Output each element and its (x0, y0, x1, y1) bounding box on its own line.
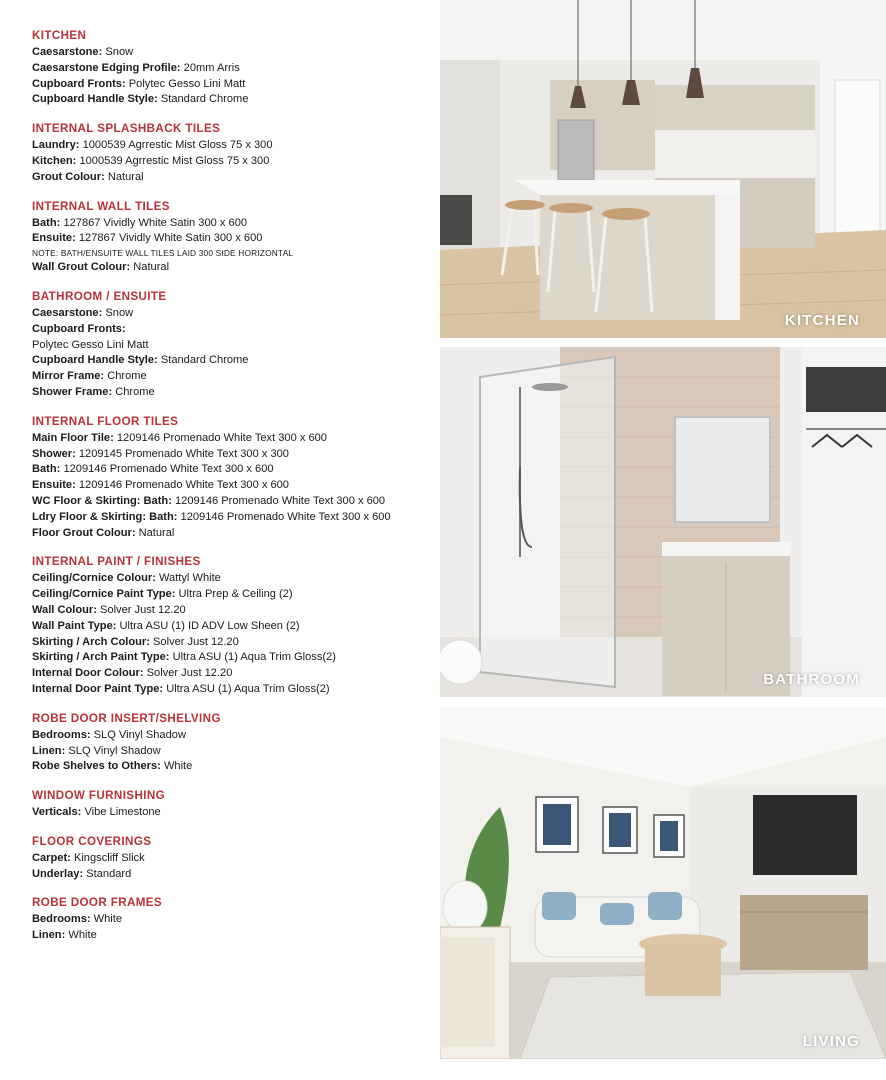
spec-value: Vibe Limestone (84, 806, 161, 819)
spec-label: Caesarstone: (32, 46, 103, 58)
section-heading: INTERNAL SPLASHBACK TILES (32, 122, 221, 136)
spec-value: Ultra ASU (1) Aqua Trim Gloss(2) (172, 651, 336, 664)
spec-label: Ldry Floor & Skirting: Bath: (32, 510, 178, 523)
spec-value: Standard Chrome (160, 93, 249, 106)
spec-row (32, 322, 432, 338)
living-illustration (440, 707, 886, 1059)
spec-value: 127867 Vividly White Satin 300 x 600 (63, 216, 248, 229)
spec-row (32, 92, 432, 108)
spec-value: 1209146 Promenado White Text 300 x 600 (78, 479, 289, 492)
spec-value: White (68, 929, 97, 942)
spec-row (32, 744, 432, 760)
spec-value: White (163, 760, 193, 773)
spec-value: 1000539 Agrrestic Mist Gloss 75 x 300 (79, 154, 270, 167)
spec-label: Ceiling/Cornice Paint Type: (32, 588, 176, 601)
section-heading: INTERNAL WALL TILES (32, 199, 170, 213)
spec-label: Skirting / Arch Colour: (32, 635, 150, 648)
spec-section (32, 121, 432, 185)
spec-row (32, 462, 432, 478)
spec-value: Natural (107, 170, 144, 183)
spec-label: Robe Shelves to Others: (32, 760, 161, 773)
spec-section (32, 554, 432, 697)
spec-row (32, 928, 432, 944)
spec-label: Verticals: (32, 806, 82, 819)
spec-value: Ultra ASU (1) Aqua Trim Gloss(2) (166, 682, 330, 695)
spec-value: Ultra Prep & Ceiling (2) (178, 588, 293, 601)
spec-label: Cupboard Fronts: (32, 77, 126, 90)
spec-label: Internal Door Paint Type: (32, 682, 164, 695)
spec-value: 20mm Arris (183, 61, 240, 74)
spec-label: Laundry: (32, 139, 80, 152)
spec-section (32, 788, 432, 821)
spec-row (32, 912, 432, 928)
spec-value: 1000539 Agrrestic Mist Gloss 75 x 300 (82, 139, 273, 152)
spec-row (32, 851, 432, 867)
spec-label: Skirting / Arch Paint Type: (32, 651, 170, 664)
bathroom-illustration (440, 347, 886, 697)
spec-section (32, 711, 432, 775)
spec-label: Ensuite: (32, 232, 76, 245)
spec-row (32, 603, 432, 619)
spec-row (32, 61, 432, 77)
spec-row (32, 526, 432, 542)
section-heading: FLOOR COVERINGS (32, 834, 152, 848)
spec-label: Internal Door Colour: (32, 667, 144, 680)
spec-section (32, 414, 432, 542)
spec-label: Main Floor Tile: (32, 431, 114, 444)
living-caption: LIVING (802, 1033, 860, 1050)
spec-value: Standard Chrome (160, 354, 249, 367)
spec-row (32, 682, 432, 698)
spec-value: Natural (138, 526, 175, 539)
spec-row (32, 666, 432, 682)
spec-row (32, 369, 432, 385)
spec-row (32, 216, 432, 232)
spec-value: Solver Just 12.20 (153, 635, 239, 648)
spec-label: Caesarstone: (32, 306, 103, 319)
spec-value: Kingscliff Slick (73, 851, 145, 864)
spec-label: Ceiling/Cornice Colour: (32, 572, 156, 585)
spec-label: Bedrooms: (32, 913, 91, 926)
spec-label: Cupboard Handle Style: (32, 93, 158, 106)
spec-value: SLQ Vinyl Shadow (93, 728, 186, 741)
section-heading: INTERNAL FLOOR TILES (32, 414, 179, 428)
spec-row (32, 571, 432, 587)
kitchen-caption: KITCHEN (784, 312, 860, 329)
spec-label: Wall Paint Type: (32, 619, 117, 632)
spec-row (32, 231, 432, 247)
section-heading: KITCHEN (32, 29, 87, 42)
section-heading: WINDOW FURNISHING (32, 789, 166, 803)
spec-row (32, 587, 432, 603)
spec-row (32, 650, 432, 666)
spec-row (32, 478, 432, 494)
spec-value: Polytec Gesso Lini Matt (128, 77, 246, 90)
spec-value: 1209146 Promenado White Text 300 x 600 (180, 510, 391, 523)
living-photo (440, 707, 886, 1059)
spec-label: WC Floor & Skirting: Bath: (32, 494, 172, 507)
spec-label: Kitchen: (32, 154, 77, 167)
section-heading: BATHROOM / ENSUITE (32, 289, 167, 303)
spec-value: Standard (86, 867, 132, 880)
spec-row (32, 867, 432, 883)
spec-value: 1209145 Promenado White Text 300 x 300 (78, 447, 289, 460)
spec-row (32, 805, 432, 821)
spec-row (32, 385, 432, 401)
spec-label: Underlay: (32, 867, 84, 880)
spec-label: Mirror Frame: (32, 370, 105, 383)
bathroom-caption: BATHROOM (763, 671, 860, 688)
spec-value: SLQ Vinyl Shadow (68, 744, 161, 757)
spec-value: Polytec Gesso Lini Matt (32, 338, 149, 351)
spec-label: Linen: (32, 744, 66, 757)
spec-section (32, 834, 432, 883)
spec-value: Chrome (115, 385, 155, 398)
spec-row (32, 759, 432, 775)
spec-value: White (93, 913, 123, 926)
spec-label: Ensuite: (32, 479, 76, 492)
spec-label: Shower Frame: (32, 385, 113, 398)
spec-value: 1209146 Promenado White Text 300 x 600 (63, 463, 274, 476)
spec-row (32, 635, 432, 651)
spec-label: Carpet: (32, 851, 71, 864)
spec-value: Snow (105, 46, 134, 58)
spec-value: 1209146 Promenado White Text 300 x 600 (175, 494, 386, 507)
spec-row (32, 619, 432, 635)
spec-value: Snow (105, 306, 134, 319)
spec-section (32, 289, 432, 401)
section-heading: INTERNAL PAINT / FINISHES (32, 555, 201, 569)
section-heading: ROBE DOOR INSERT/SHELVING (32, 711, 221, 725)
spec-row (32, 170, 432, 186)
spec-label: Caesarstone Edging Profile: (32, 61, 181, 74)
spec-row (32, 431, 432, 447)
spec-label: Cupboard Fronts: (32, 322, 126, 335)
kitchen-photo (440, 0, 886, 338)
spec-label: Bath: (32, 463, 61, 476)
spec-label: Wall Colour: (32, 603, 97, 616)
spec-row (32, 45, 432, 61)
spec-value: Natural (133, 261, 170, 274)
spec-label: Shower: (32, 447, 76, 460)
spec-label: Floor Grout Colour: (32, 526, 136, 539)
spec-section (32, 895, 432, 944)
kitchen-illustration (440, 0, 886, 338)
spec-row (32, 353, 432, 369)
spec-section (32, 199, 432, 276)
spec-value: Solver Just 12.20 (146, 667, 233, 680)
spec-label: Bedrooms: (32, 728, 91, 741)
spec-row (32, 306, 432, 322)
spec-label: Cupboard Handle Style: (32, 354, 158, 367)
bathroom-photo (440, 347, 886, 697)
spec-value: Ultra ASU (1) ID ADV Low Sheen (2) (119, 619, 300, 632)
spec-label: Bath: (32, 216, 61, 229)
spec-row (32, 260, 432, 276)
spec-value: 127867 Vividly White Satin 300 x 600 (78, 232, 263, 245)
spec-note: NOTE: BATH/ENSUITE WALL TILES LAID 300 SIDE HORIZONTAL (32, 248, 294, 259)
spec-label: Linen: (32, 929, 66, 942)
spec-row (32, 138, 432, 154)
spec-value: 1209146 Promenado White Text 300 x 600 (116, 431, 327, 444)
spec-label: Grout Colour: (32, 170, 105, 183)
spec-row (32, 510, 432, 526)
spec-label: Wall Grout Colour: (32, 261, 131, 274)
section-heading: ROBE DOOR FRAMES (32, 896, 163, 910)
spec-row (32, 728, 432, 744)
spec-row (32, 494, 432, 510)
spec-row (32, 447, 432, 463)
spec-section (32, 28, 432, 108)
spec-value: Chrome (107, 370, 147, 383)
spec-row (32, 338, 432, 354)
spec-list (32, 28, 432, 957)
spec-value: Wattyl White (158, 572, 221, 585)
spec-row (32, 77, 432, 93)
spec-value: Solver Just 12.20 (100, 603, 186, 616)
spec-row (32, 154, 432, 170)
